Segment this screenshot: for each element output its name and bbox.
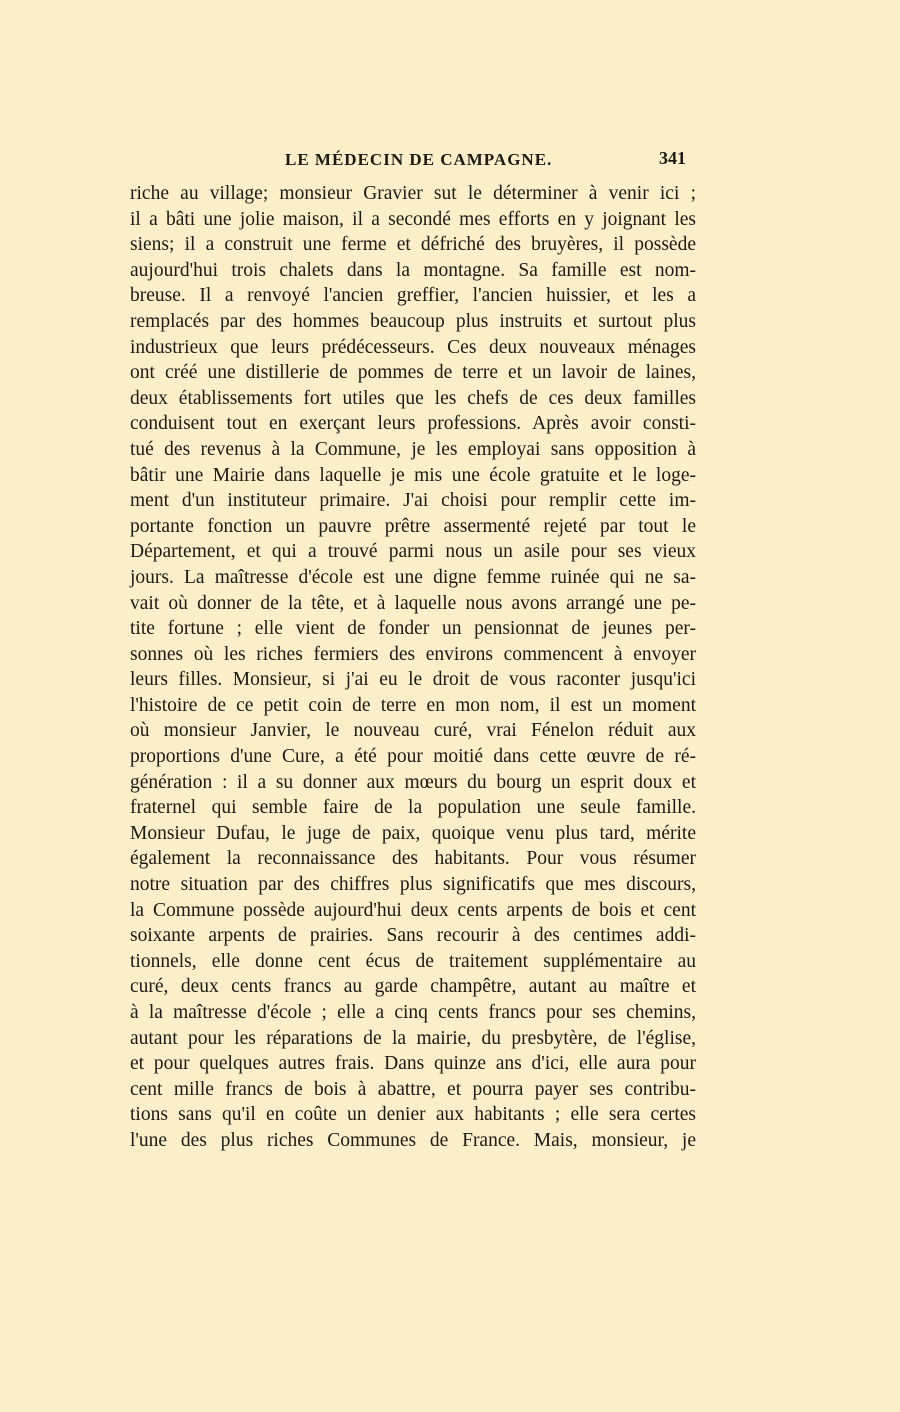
text-line: curé, deux cents francs au garde champêtre, autant au maître et (130, 976, 696, 998)
text-line: tite fortune ; elle vient de fonder un pensionnat de jeunes per- (130, 618, 696, 640)
text-line: également la reconnaissance des habitants. Pour vous résumer (130, 848, 696, 870)
text-line: remplacés par des hommes beaucoup plus instruits et surtout plus (130, 310, 696, 332)
text-line: siens; il a construit une ferme et défriché des bruyères, il possède (130, 234, 696, 256)
text-line: l'histoire de ce petit coin de terre en mon nom, il est un moment (130, 694, 696, 716)
text-line: proportions d'une Cure, a été pour moitié dans cette œuvre de ré- (130, 746, 696, 768)
running-header (130, 150, 686, 176)
text-line: tionnels, elle donne cent écus de traitement supplémentaire au (130, 950, 696, 972)
text-line: l'une des plus riches Communes de France. Mais, monsieur, je (130, 1129, 696, 1151)
text-line: la Commune possède aujourd'hui deux cents arpents de bois et cent (130, 899, 696, 921)
text-line: cent mille francs de bois à abattre, et pourra payer ses contribu- (130, 1078, 696, 1100)
text-line: Monsieur Dufau, le juge de paix, quoique venu plus tard, mérite (130, 822, 696, 844)
text-line: bâtir une Mairie dans laquelle je mis une école gratuite et le loge- (130, 464, 696, 486)
text-line: il a bâti une jolie maison, il a secondé mes efforts en y joignant les (130, 208, 696, 230)
text-line: notre situation par des chiffres plus significatifs que mes discours, (130, 874, 696, 896)
text-line: à la maîtresse d'école ; elle a cinq cents francs pour ses chemins, (130, 1002, 696, 1023)
text-line: deux établissements fort utiles que les chefs de ces deux familles (130, 387, 696, 409)
text-line: jours. La maîtresse d'école est une digne femme ruinée qui ne sa- (130, 566, 696, 588)
text-line: portante fonction un pauvre prêtre assermenté rejeté par tout le (130, 515, 696, 537)
page-number: 341 (659, 148, 686, 168)
text-line: fraternel qui semble faire de la population une seule famille. (130, 797, 696, 819)
text-line: génération : il a su donner aux mœurs du bourg un esprit doux et (130, 771, 696, 793)
text-line: et pour quelques autres frais. Dans quinze ans d'ici, elle aura pour (130, 1053, 696, 1075)
text-line: aujourd'hui trois chalets dans la montagne. Sa famille est nom- (130, 259, 696, 281)
text-line: tué des revenus à la Commune, je les employai sans opposition à (130, 438, 696, 460)
text-line: leurs filles. Monsieur, si j'ai eu le droit de vous raconter jusqu'ici (130, 669, 696, 691)
text-line: où monsieur Janvier, le nouveau curé, vrai Fénelon réduit aux (130, 720, 696, 742)
text-line: Département, et qui a trouvé parmi nous un asile pour ses vieux (130, 541, 696, 563)
text-line: riche au village; monsieur Gravier sut le déterminer à venir ici ; (130, 183, 696, 204)
text-line: ont créé une distillerie de pommes de terre et un lavoir de laines, (130, 362, 696, 384)
text-line: ment d'un instituteur primaire. J'ai choisi pour remplir cette im- (130, 490, 696, 512)
body-text (130, 181, 696, 1154)
running-title: LE MÉDECIN DE CAMPAGNE. (285, 150, 553, 169)
text-line: autant pour les réparations de la mairie, du presbytère, de l'église, (130, 1027, 696, 1049)
text-line: vait où donner de la tête, et à laquelle nous avons arrangé une pe- (130, 592, 696, 614)
text-line: soixante arpents de prairies. Sans recourir à des centimes addi- (130, 925, 696, 947)
text-line: industrieux que leurs prédécesseurs. Ces deux nouveaux ménages (130, 336, 696, 358)
text-line: breuse. Il a renvoyé l'ancien greffier, l'ancien huissier, et les a (130, 285, 696, 307)
text-line: conduisent tout en exerçant leurs professions. Après avoir consti- (130, 413, 696, 435)
text-line: sonnes où les riches fermiers des environs commencent à envoyer (130, 643, 696, 665)
text-line: tions sans qu'il en coûte un denier aux habitants ; elle sera certes (130, 1104, 696, 1126)
